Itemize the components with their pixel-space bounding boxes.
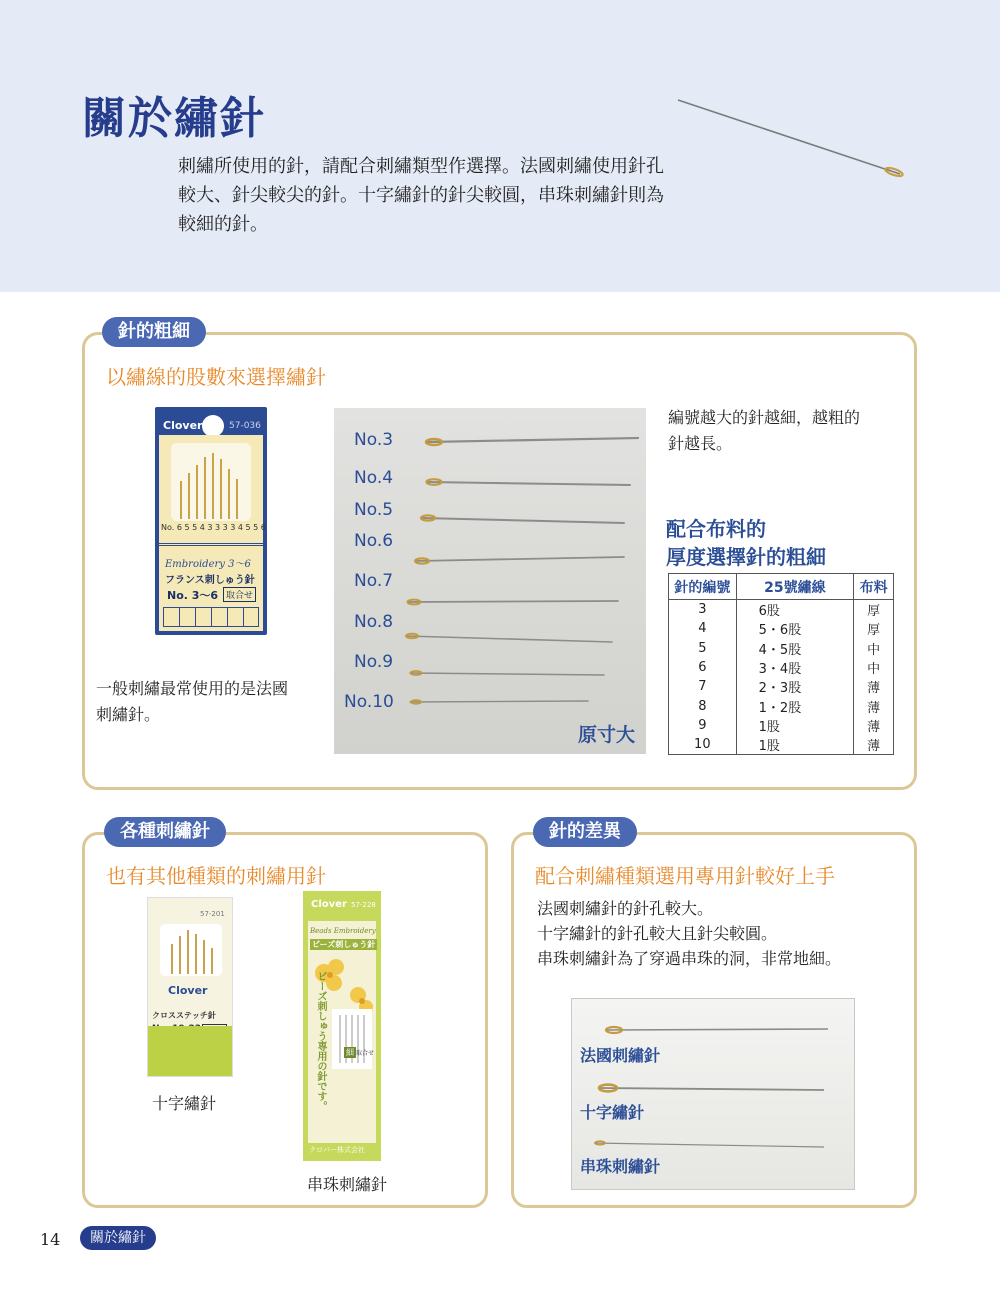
thickness-note xyxy=(668,405,898,457)
package-inner xyxy=(159,435,266,631)
needle-label: No.5 xyxy=(354,500,394,520)
table-cell: 1・2股 xyxy=(736,697,854,716)
table-cell: 4 xyxy=(669,619,737,638)
table-cell: 2・3股 xyxy=(736,677,854,696)
brand-logo: Clover xyxy=(163,419,203,432)
needle-label: No.8 xyxy=(354,612,394,632)
table-row xyxy=(669,600,894,620)
column-header: 布料 xyxy=(854,574,894,600)
needle-label: No.4 xyxy=(354,468,394,488)
table-heading xyxy=(666,515,826,571)
package-ornament xyxy=(159,543,263,551)
table-cell: 薄 xyxy=(854,697,894,716)
table-cell: 5 xyxy=(669,638,737,657)
table-cell: 3・4股 xyxy=(736,658,854,677)
table-cell: 6股 xyxy=(736,600,854,620)
package-grid xyxy=(163,607,259,627)
cross-stitch-caption: 十字繡針 xyxy=(152,1094,217,1113)
table-cell: 10 xyxy=(669,735,737,755)
needle-label: No.6 xyxy=(354,531,394,551)
intro-line: 較細的針。 xyxy=(178,214,268,235)
needle-label: No.3 xyxy=(354,430,394,450)
comparison-label: 十字繡針 xyxy=(580,1103,645,1122)
table-row xyxy=(669,638,894,657)
difference-line: 串珠刺繡針為了穿過串珠的洞，非常地細。 xyxy=(537,949,842,968)
brand-circle xyxy=(202,415,224,437)
needles-in-package-icon xyxy=(332,1009,375,1069)
table-cell: 中 xyxy=(854,638,894,657)
needles-in-package-icon xyxy=(156,922,226,978)
caption-line: 刺繡針。 xyxy=(96,705,161,724)
table-row xyxy=(669,697,894,716)
table-cell: 6 xyxy=(669,658,737,677)
package-line3-tag: 取合せ xyxy=(223,587,256,602)
package-numbers: No. 6 5 5 4 3 3 3 3 4 5 5 6 xyxy=(161,523,266,532)
thickness-subhead: 以繡線的股數來選擇繡針 xyxy=(106,365,326,389)
table-header-row xyxy=(669,574,894,600)
column-header: 25號繡線 xyxy=(736,574,854,600)
table-row xyxy=(669,716,894,735)
page-title: 關於繡針 xyxy=(82,93,266,144)
page-number: 14 xyxy=(40,1230,61,1249)
thickness-tab: 針的粗細 xyxy=(102,317,206,347)
table-cell: 1股 xyxy=(736,735,854,755)
needles-image xyxy=(334,408,646,754)
intro-text xyxy=(178,152,738,239)
caption-line: 一般刺繡最常使用的是法國 xyxy=(96,679,289,698)
package-line3: No. 3～6 xyxy=(167,589,219,602)
table-row xyxy=(669,619,894,638)
table-heading-line: 配合布料的 xyxy=(666,517,766,541)
package-tag-2: 取合せ xyxy=(356,1050,375,1057)
package-japanese: ビーズ刺しゅう針 xyxy=(312,940,376,949)
difference-subhead: 配合刺繡種類選用專用針較好上手 xyxy=(535,864,835,888)
note-line: 編號越大的針越細，越粗的 xyxy=(668,408,861,427)
table-cell: 厚 xyxy=(854,600,894,620)
table-cell: 5・6股 xyxy=(736,619,854,638)
package-line2: フランス刺しゅう針 xyxy=(165,575,255,586)
cross-stitch-package xyxy=(147,897,233,1077)
column-header: 針的編號 xyxy=(669,574,737,600)
comparison-label: 串珠刺繡針 xyxy=(580,1157,661,1176)
difference-tab: 針的差異 xyxy=(533,817,637,847)
package-english: Beads Embroidery xyxy=(310,927,376,935)
table-cell: 中 xyxy=(854,658,894,677)
brand-logo: Clover xyxy=(168,984,208,997)
table-cell: 薄 xyxy=(854,716,894,735)
package-code: 57-228 xyxy=(351,901,376,909)
needle-size-table xyxy=(668,573,894,755)
footer-section-tab: 關於繡針 xyxy=(80,1226,156,1250)
table-row xyxy=(669,677,894,696)
table-cell: 3 xyxy=(669,600,737,620)
difference-text xyxy=(537,896,841,971)
package-green-band xyxy=(148,1026,232,1076)
difference-line: 十字繡針的針孔較大且針尖較圓。 xyxy=(537,924,778,943)
table-cell: 9 xyxy=(669,716,737,735)
beads-needle-package xyxy=(303,891,381,1161)
table-row xyxy=(669,735,894,755)
note-line: 針越長。 xyxy=(668,434,733,453)
package-line1: Embroidery 3～6 xyxy=(165,559,251,570)
beads-caption: 串珠刺繡針 xyxy=(307,1175,388,1194)
difference-line: 法國刺繡針的針孔較大。 xyxy=(537,899,714,918)
needle-label: No.7 xyxy=(354,571,394,591)
types-tab: 各種刺繡針 xyxy=(104,817,226,847)
comparison-label: 法國刺繡針 xyxy=(580,1046,661,1065)
french-needle-package xyxy=(155,407,267,635)
package-name: クロスステッチ針 xyxy=(152,1011,216,1020)
table-cell: 厚 xyxy=(854,619,894,638)
package-code: 57-201 xyxy=(200,910,225,918)
package-inner xyxy=(308,921,376,1143)
table-cell: 4・5股 xyxy=(736,638,854,657)
table-heading-line: 厚度選擇針的粗細 xyxy=(666,545,826,569)
brand-logo: Clover xyxy=(311,899,347,910)
table-cell: 薄 xyxy=(854,735,894,755)
needles-in-package-icon xyxy=(159,439,263,525)
needle-label: No.10 xyxy=(344,692,394,712)
types-subhead: 也有其他種類的刺繡用針 xyxy=(106,864,326,888)
needle-label: No.9 xyxy=(354,652,394,672)
table-cell: 8 xyxy=(669,697,737,716)
package-code: 57-036 xyxy=(229,421,261,431)
french-needle-caption xyxy=(96,676,288,728)
table-cell: 1股 xyxy=(736,716,854,735)
intro-line: 刺繡所使用的針，請配合刺繡類型作選擇。法國刺繡使用針孔 xyxy=(178,156,664,177)
table-cell: 薄 xyxy=(854,677,894,696)
package-tag: 細 xyxy=(346,1048,354,1057)
table-cell: 7 xyxy=(669,677,737,696)
table-row xyxy=(669,658,894,677)
needle-comparison-photo xyxy=(571,998,855,1190)
real-size-label: 原寸大 xyxy=(578,724,636,746)
intro-line: 較大、針尖較尖的針。十字繡針的針尖較圓，串珠刺繡針則為 xyxy=(178,185,664,206)
package-vertical-text: ビーズ刺しゅう専用の針です。 xyxy=(315,971,326,1111)
needle-sizes-photo xyxy=(334,408,646,754)
package-maker: クロバー株式会社 xyxy=(309,1146,365,1154)
